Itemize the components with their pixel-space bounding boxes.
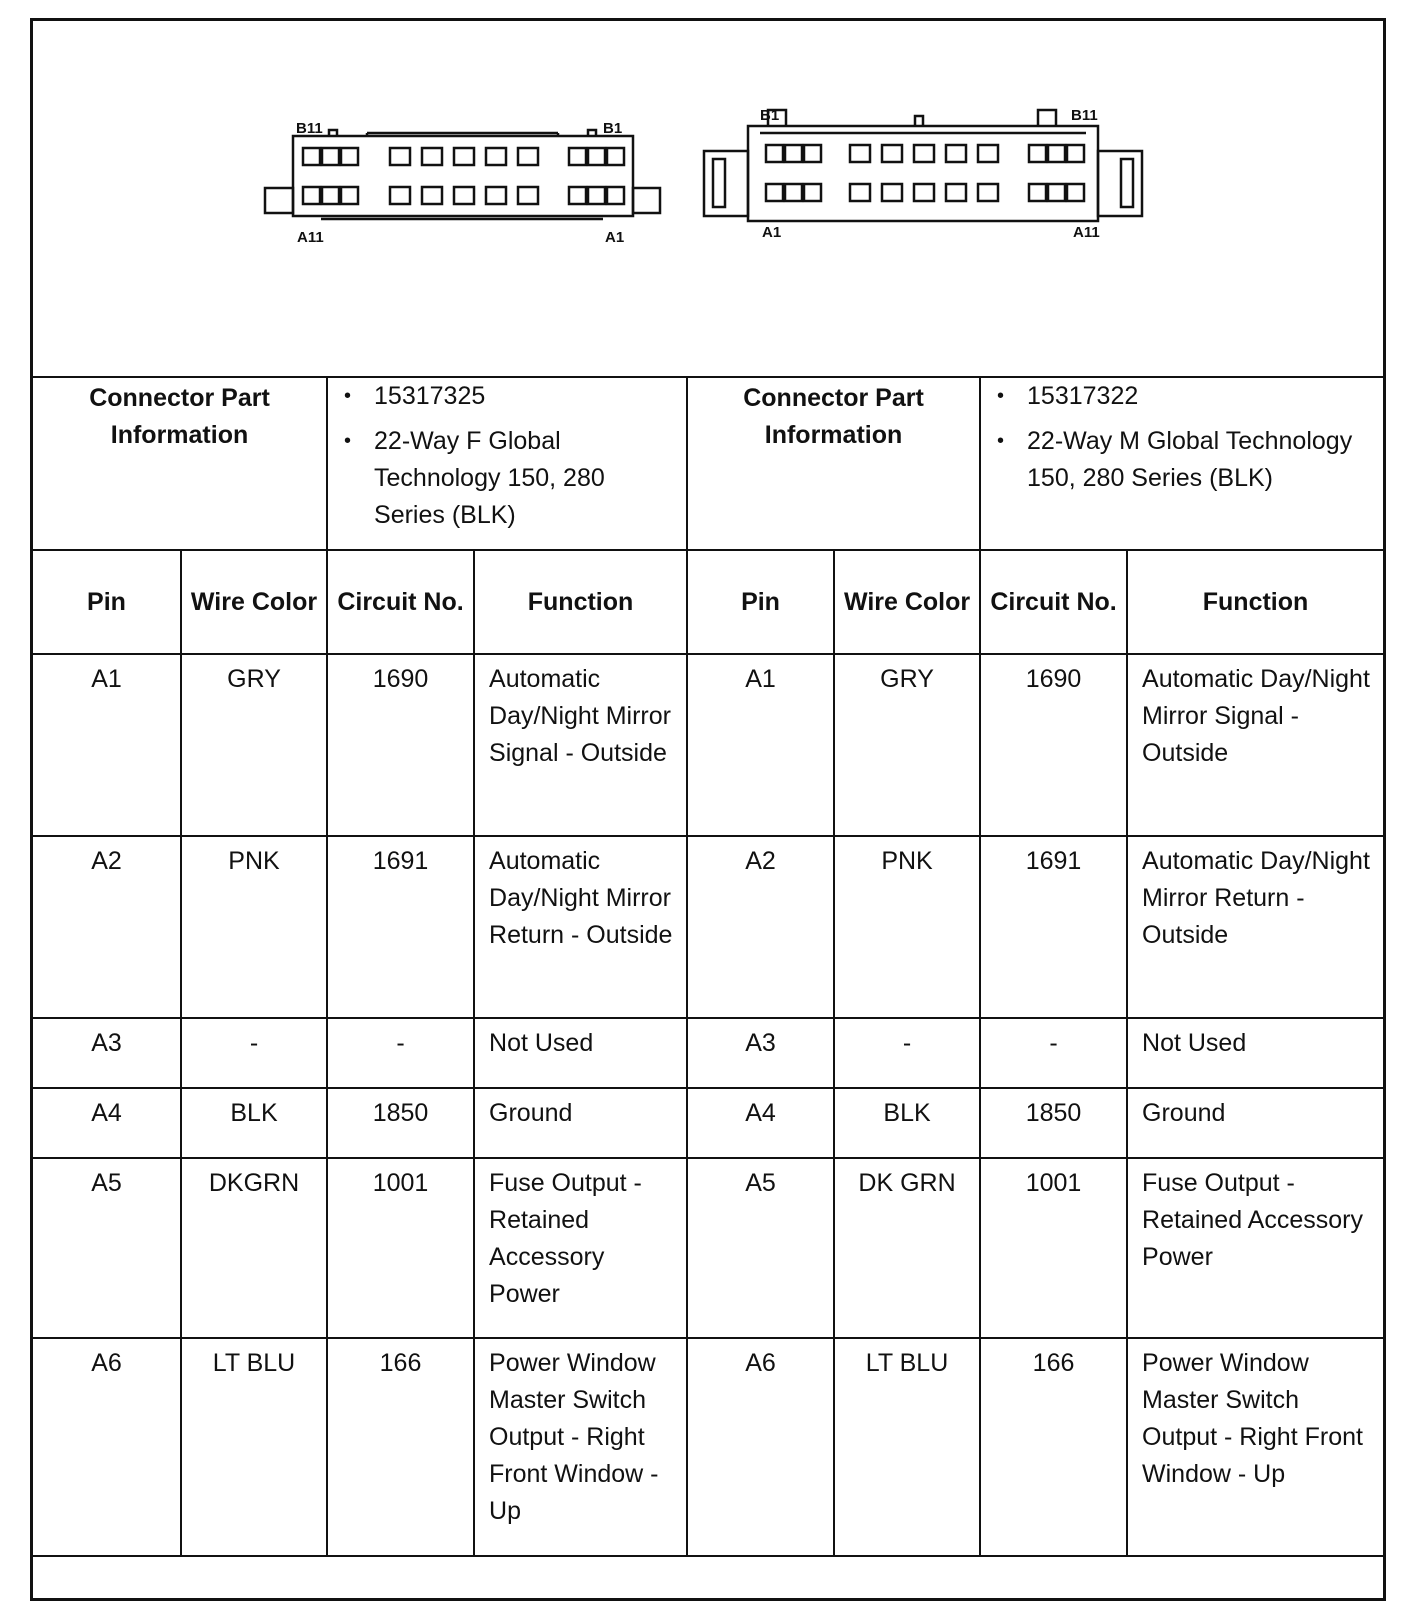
pin-cell: A6 — [687, 1338, 834, 1556]
female-connector-drawing — [265, 130, 660, 219]
right-part-description: • 22-Way M Global Technology 150, 280 Series (BLK) — [993, 423, 1377, 497]
male-label-b1: B1 — [760, 107, 780, 124]
function-cell: Fuse Output - Retained Accessory Power — [1127, 1158, 1383, 1338]
connector-drawings — [33, 21, 1383, 376]
circuit-cell: 1001 — [980, 1158, 1127, 1338]
male-label-a1: A1 — [762, 224, 782, 241]
wire-color-cell: PNK — [834, 836, 980, 1018]
wire-color-cell: LT BLU — [834, 1338, 980, 1556]
circuit-cell: 1850 — [327, 1088, 474, 1158]
table-row — [33, 1088, 1383, 1158]
pin-cell: A4 — [33, 1088, 181, 1158]
pin-cell: A5 — [687, 1158, 834, 1338]
wire-color-cell: BLK — [181, 1088, 327, 1158]
header-function: Function — [1127, 550, 1383, 654]
circuit-cell: 166 — [327, 1338, 474, 1556]
wire-color-cell: BLK — [834, 1088, 980, 1158]
pin-cell: A2 — [687, 836, 834, 1018]
table-row — [33, 1338, 1383, 1556]
circuit-cell: 1691 — [327, 836, 474, 1018]
header-wire-color: Wire Color — [834, 550, 980, 654]
pin-cell: A3 — [33, 1018, 181, 1088]
wire-color-cell: GRY — [834, 654, 980, 836]
female-label-b11: B11 — [296, 120, 323, 137]
header-wire-color: Wire Color — [181, 550, 327, 654]
function-cell: Ground — [474, 1088, 687, 1158]
function-cell: Power Window Master Switch Output - Right Front Window - Up — [1127, 1338, 1383, 1556]
connector-diagram — [33, 21, 1383, 378]
wire-color-cell: DKGRN — [181, 1158, 327, 1338]
male-label-b11: B11 — [1071, 107, 1098, 124]
header-circuit-no: Circuit No. — [980, 550, 1127, 654]
table-row — [33, 1158, 1383, 1338]
connector-info-row — [33, 376, 1383, 550]
wire-color-cell: - — [834, 1018, 980, 1088]
female-label-a11: A11 — [297, 229, 324, 246]
right-info-title: Connector Part Information — [687, 376, 980, 550]
function-cell: Not Used — [474, 1018, 687, 1088]
pin-cell: A6 — [33, 1338, 181, 1556]
header-pin: Pin — [687, 550, 834, 654]
right-info-items — [980, 376, 1383, 550]
female-label-a1: A1 — [605, 229, 625, 246]
table-row — [33, 836, 1383, 1018]
female-cavities-top — [303, 148, 624, 165]
function-cell: Not Used — [1127, 1018, 1383, 1088]
female-cavities-bottom — [303, 187, 624, 204]
wire-color-cell: PNK — [181, 836, 327, 1018]
pin-cell: A1 — [33, 654, 181, 836]
function-cell: Automatic Day/Night Mirror Return - Outside — [474, 836, 687, 1018]
pin-cell: A2 — [33, 836, 181, 1018]
wire-color-cell: LT BLU — [181, 1338, 327, 1556]
function-cell: Automatic Day/Night Mirror Signal - Outside — [474, 654, 687, 836]
left-part-number: • 15317325 — [340, 378, 680, 415]
connector-sheet — [30, 18, 1386, 1601]
circuit-cell: 1691 — [980, 836, 1127, 1018]
circuit-cell: 1001 — [327, 1158, 474, 1338]
function-cell: Power Window Master Switch Output - Right Front Window - Up — [474, 1338, 687, 1556]
header-circuit-no: Circuit No. — [327, 550, 474, 654]
male-connector-drawing — [704, 110, 1142, 221]
left-info-title: Connector Part Information — [33, 376, 327, 550]
circuit-cell: 1850 — [980, 1088, 1127, 1158]
pin-cell: A5 — [33, 1158, 181, 1338]
header-function: Function — [474, 550, 687, 654]
male-cavities-bottom — [766, 184, 1084, 201]
male-label-a11: A11 — [1073, 224, 1100, 241]
circuit-cell: - — [980, 1018, 1127, 1088]
pinout-table — [33, 376, 1383, 1557]
right-part-number: • 15317322 — [993, 378, 1377, 415]
table-row — [33, 654, 1383, 836]
female-label-b1: B1 — [603, 120, 623, 137]
wire-color-cell: DK GRN — [834, 1158, 980, 1338]
circuit-cell: 166 — [980, 1338, 1127, 1556]
header-row — [33, 550, 1383, 654]
circuit-cell: 1690 — [327, 654, 474, 836]
function-cell: Fuse Output - Retained Accessory Power — [474, 1158, 687, 1338]
table-row — [33, 1018, 1383, 1088]
left-info-items — [327, 376, 687, 550]
wire-color-cell: - — [181, 1018, 327, 1088]
pin-cell: A3 — [687, 1018, 834, 1088]
circuit-cell: 1690 — [980, 654, 1127, 836]
pin-cell: A4 — [687, 1088, 834, 1158]
function-cell: Automatic Day/Night Mirror Signal - Outside — [1127, 654, 1383, 836]
header-pin: Pin — [33, 550, 181, 654]
pin-cell: A1 — [687, 654, 834, 836]
circuit-cell: - — [327, 1018, 474, 1088]
function-cell: Automatic Day/Night Mirror Return - Outside — [1127, 836, 1383, 1018]
male-cavities-top — [766, 145, 1084, 162]
wire-color-cell: GRY — [181, 654, 327, 836]
left-part-description: • 22-Way F Global Technology 150, 280 Series (BLK) — [340, 423, 680, 534]
function-cell: Ground — [1127, 1088, 1383, 1158]
